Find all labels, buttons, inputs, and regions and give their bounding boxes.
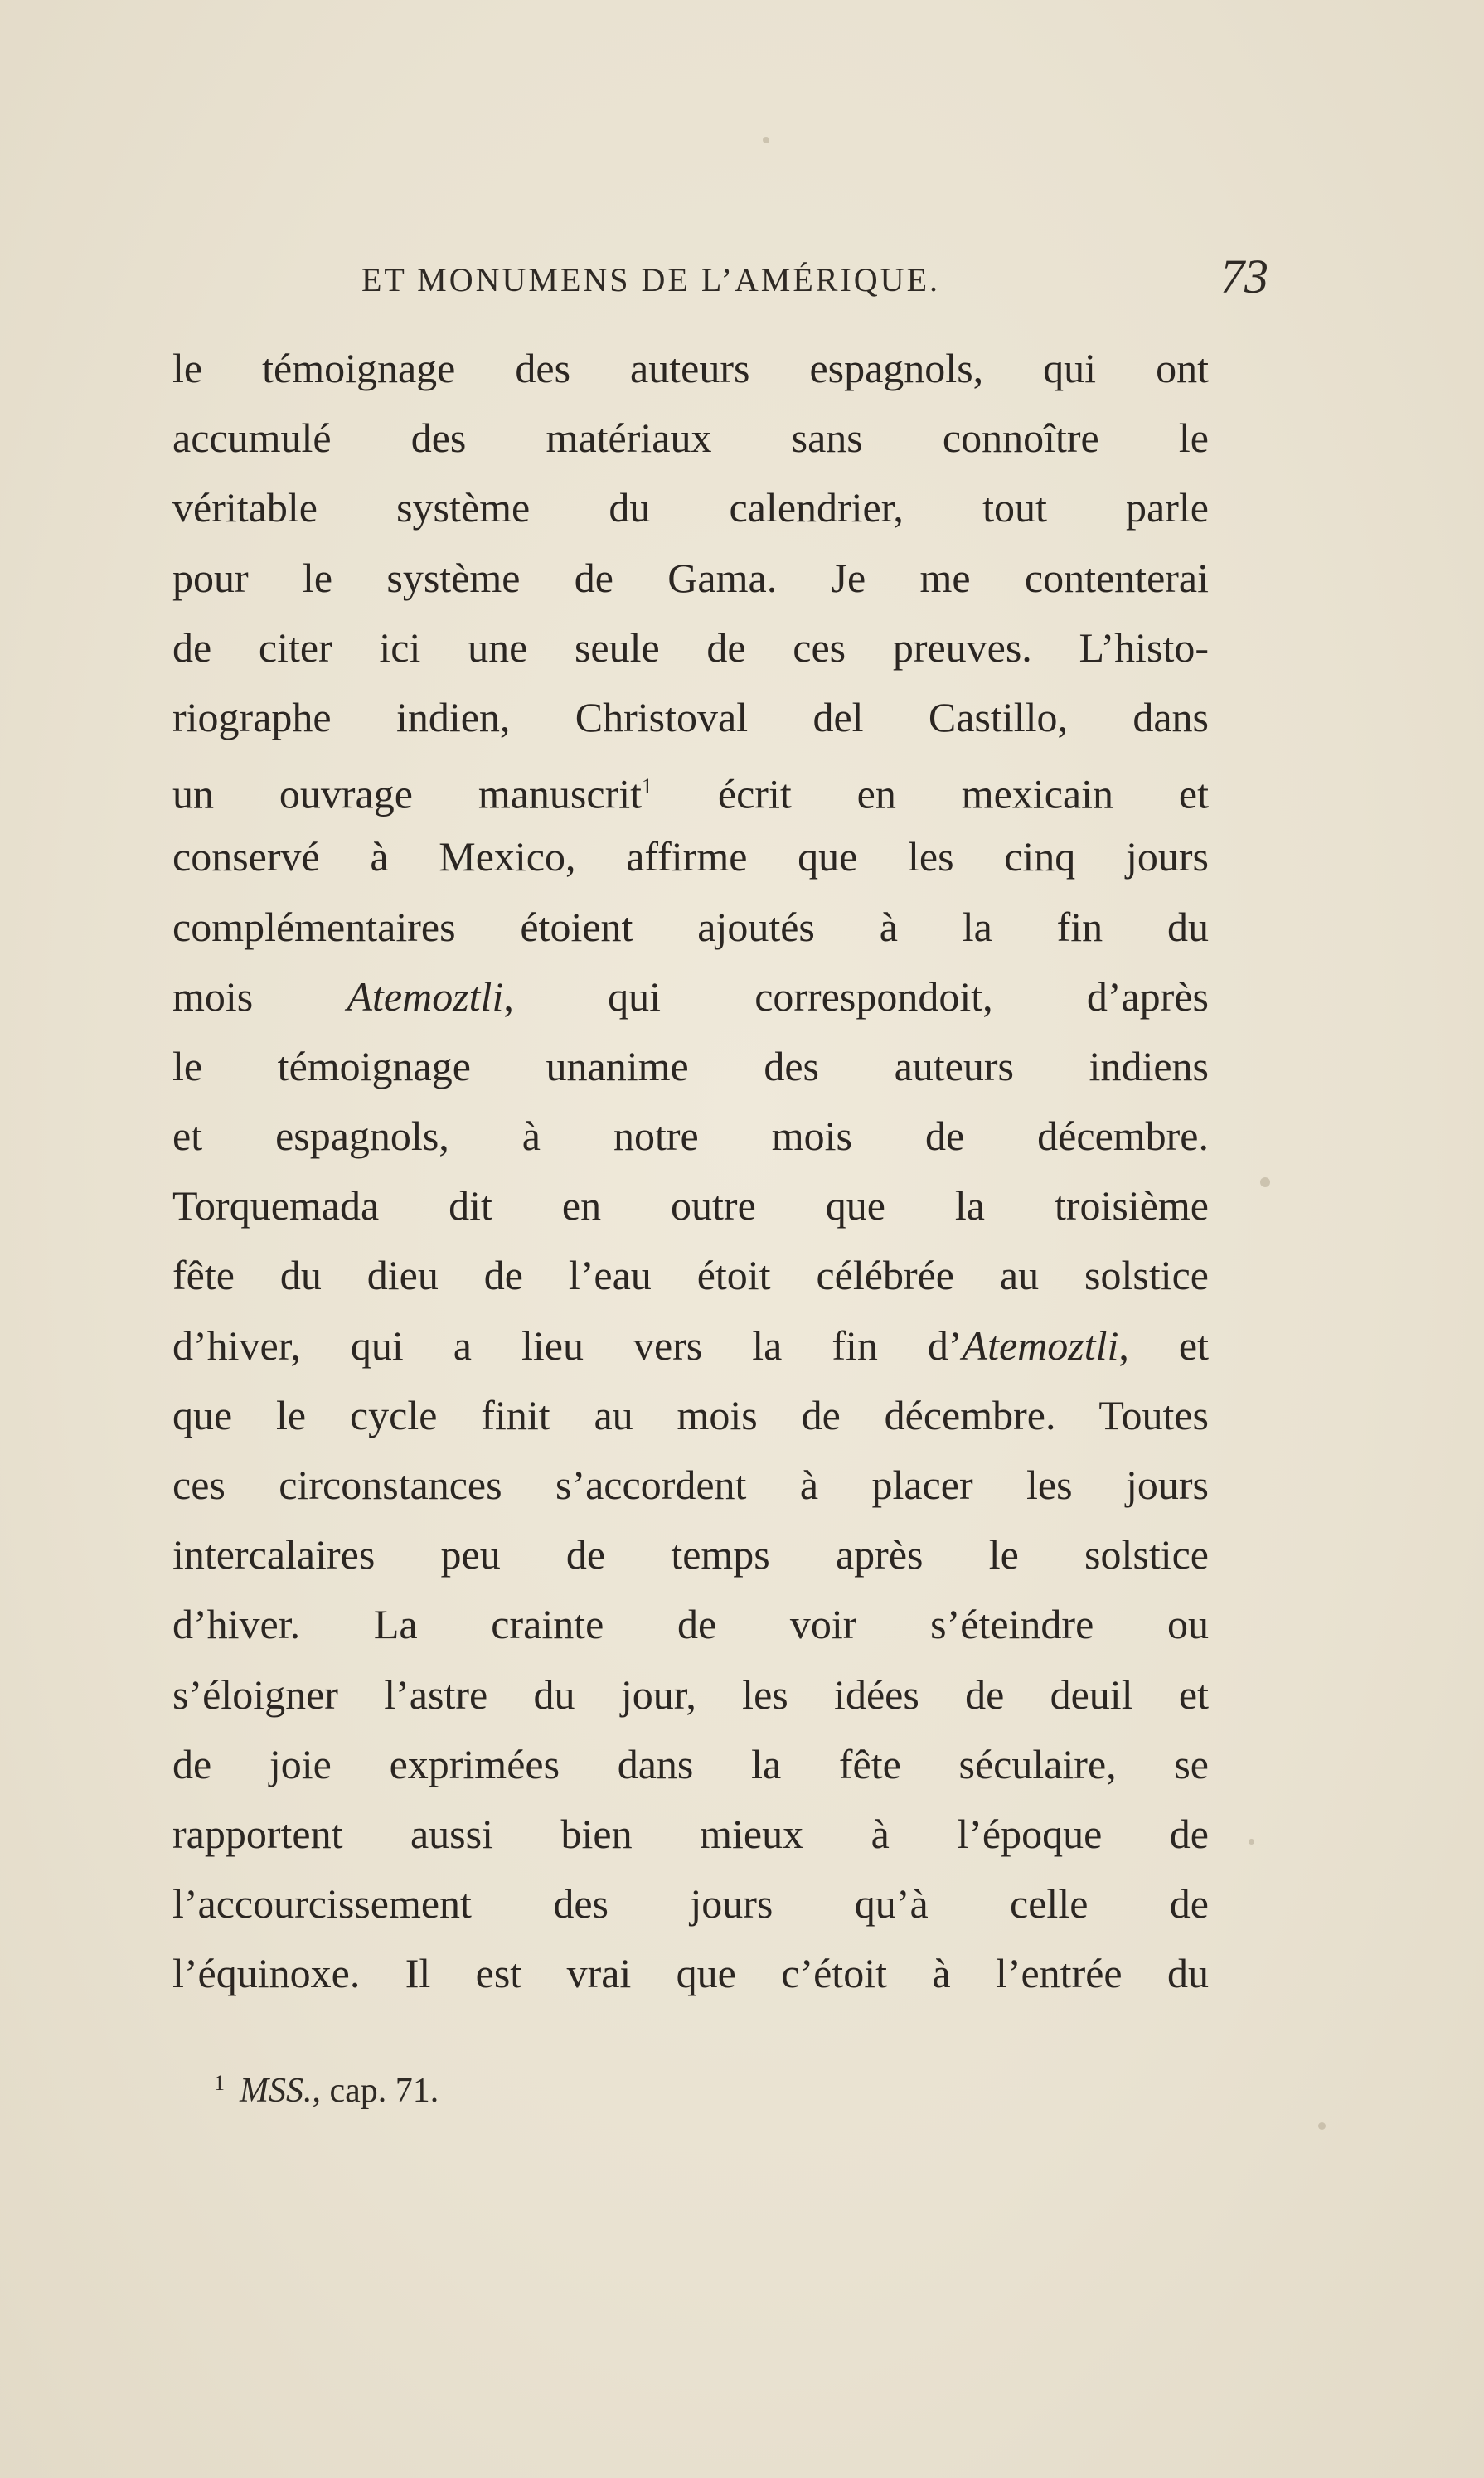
footnote-source: MSS. [240,2072,313,2110]
text-line: l’accourcissement des jours qu’à celle de [172,1880,1209,1928]
text-line: d’hiver. La crainte de voir s’éteindre ou [172,1601,1209,1648]
italic-term: Atemoztli [962,1321,1119,1369]
text-segment: d’hiver, qui a lieu vers la fin d’ [172,1321,963,1369]
text-line: s’éloigner l’astre du jour, les idées de deuil et [172,1671,1209,1718]
running-head-title: ET MONUMENS DE L’AMÉRIQUE. [361,261,940,298]
body-text [172,333,1209,2009]
paper-speck [1249,1839,1254,1845]
text-segment: , et [1118,1321,1209,1369]
footnote [214,2071,439,2111]
text-line: véritable système du calendrier, tout parle [172,484,1209,531]
paper-speck [1260,1177,1270,1187]
text-line: le témoignage des auteurs espagnols, qui ont [172,345,1209,391]
text-line: ces circonstances s’accordent à placer les jours [172,1462,1209,1508]
footnote-marker: 1 [214,2071,225,2095]
text-line [172,1311,1209,1380]
italic-term: Atemoztli [347,972,504,1020]
text-line: que le cycle finit au mois de décembre. Toutes [172,1391,1209,1438]
text-segment: , qui correspondoit, d’après [503,972,1209,1020]
text-line: l’équinoxe. Il est vrai que c’étoit à l’entrée du [172,1950,1209,1997]
text-line: de citer ici une seule de ces preuves. L’histo- [172,623,1209,671]
text-line: riographe indien, Christoval del Castillo, dans [172,693,1209,740]
text-line: pour le système de Gama. Je me contenterai [172,554,1209,601]
text-line: fête du dieu de l’eau étoit célébrée au solstice [172,1252,1209,1299]
text-line: rapportent aussi bien mieux à l’époque de [172,1810,1209,1857]
text-line: accumulé des matériaux sans connoître le [172,415,1209,462]
paper-speck [1318,2122,1326,2130]
text-line: intercalaires peu de temps après le solstice [172,1531,1209,1578]
paper-speck [763,137,769,143]
text-line: de joie exprimées dans la fête séculaire, se [172,1740,1209,1787]
running-head [172,249,1268,315]
text-segment: écrit en mexicain et [652,770,1209,817]
text-line [172,752,1209,822]
text-segment: mois [172,972,347,1020]
footnote-ref: 1 [642,774,653,799]
text-line: conservé à Mexico, affirme que les cinq jours [172,833,1209,880]
footnote-text: , cap. 71. [312,2072,439,2110]
page-number: 73 [1220,250,1268,303]
text-line: Torquemada dit en outre que la troisième [172,1182,1209,1229]
text-line: le témoignage unanime des auteurs indiens [172,1042,1209,1089]
text-segment: un ouvrage manuscrit [172,770,643,817]
text-line: complémentaires étoient ajoutés à la fin du [172,903,1209,950]
text-line [172,962,1209,1031]
text-line: et espagnols, à notre mois de décembre. [172,1113,1209,1160]
